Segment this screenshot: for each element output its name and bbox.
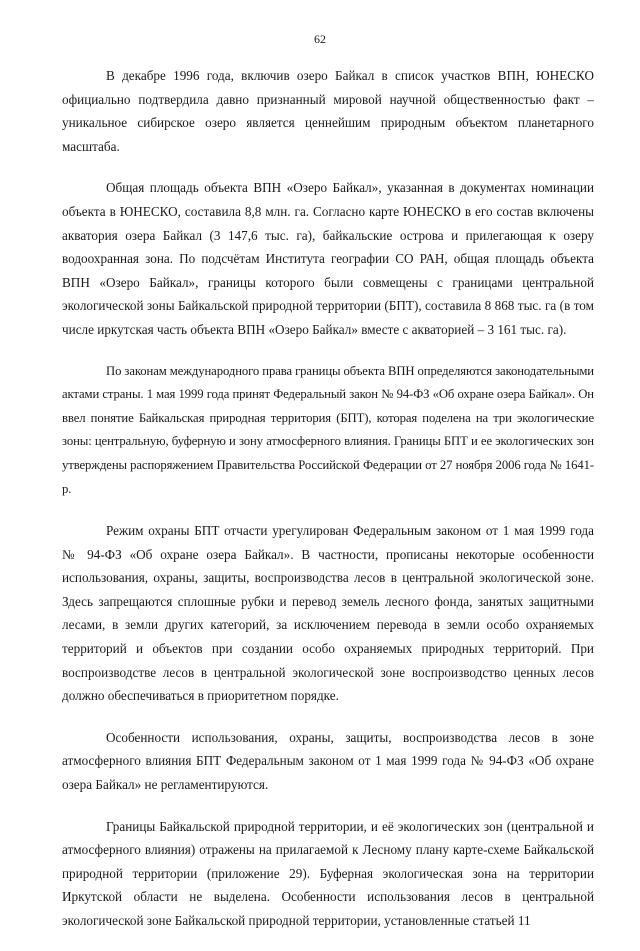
paragraph-territory-borders: Границы Байкальской природной территории, и её экологических зон (центральной и атмосферного влияния) отражены на прилагаемой к Лесному плану карте-схеме Байкальской природной территории (приложение 29). Буферная экологическая зона на территории Иркутской области не выделена. Особенности использования лесов в центральной экологической зоне Байкальской природной территории, установленные статьей 11 bbox=[62, 818, 594, 928]
paragraph-federal-law: По законам международного права границы объекта ВПН определяются законодательными актами страны. 1 мая 1999 года принят Федеральный закон № 94-ФЗ «Об охране озера Байкал». Он ввел понятие Байкальская природная территория (БПТ), которая поделена на три экологические зоны: центральную, буферную и зону атмосферного влияния. Границы БПТ и ее экологических зон утверждены распоряжением Правительства Российской Федерации от 27 ноября 2006 года № 1641-р. bbox=[62, 363, 594, 496]
paragraph-protection-regime: Режим охраны БПТ отчасти урегулирован Федеральным законом от 1 мая 1999 года № 94-ФЗ «Об охране озера Байкал». В частности, прописаны некоторые особенности использования, охраны, защиты, воспроизводства лесов в центральной экологической зоне. Здесь запрещаются сплошные рубки и перевод земель лесного фонда, занятых защитными лесами, в земли других категорий, за исключением перевода в земли особо охраняемых территорий и объектов при создании особо охраняемых природных территорий. При воспроизводстве лесов в центральной экологической зоне воспроизводство ценных лесов должно обеспечиваться в приоритетном порядке. bbox=[62, 523, 594, 704]
paragraph-object-area: Общая площадь объекта ВПН «Озеро Байкал», указанная в документах номинации объекта в ЮНЕСКО, составила 8,8 млн. га. Согласно карте ЮНЕСКО в его состав включены акватория озера Байкал (3 147,6 тыс. га), байкальские острова и прилегающая к озеру водоохранная зона. По подсчётам Института географии СО РАН, общая площадь объекта ВПН «Озеро Байкал», границы которого были совмещены с границами центральной экологической зоны Байкальской природной территории (БПТ), составила 8 868 тыс. га (в том числе иркутская часть объекта ВПН «Озеро Байкал» вместе с акваторией – 3 161 тыс. га). bbox=[62, 180, 594, 337]
paragraph-baikal-unesco: В декабре 1996 года, включив озеро Байкал в список участков ВПН, ЮНЕСКО официально подтвердила давно признанный мировой научной общественностью факт – уникальное сибирское озеро является ценнейшим природным объектом планетарного масштаба. bbox=[62, 68, 594, 154]
document-body bbox=[62, 64, 594, 951]
paragraph-atmospheric-zone: Особенности использования, охраны, защиты, воспроизводства лесов в зоне атмосферного влияния БПТ Федеральным законом от 1 мая 1999 года № 94-ФЗ «Об охране озера Байкал» не регламентируются. bbox=[62, 729, 594, 793]
page-number: 62 bbox=[314, 32, 326, 46]
